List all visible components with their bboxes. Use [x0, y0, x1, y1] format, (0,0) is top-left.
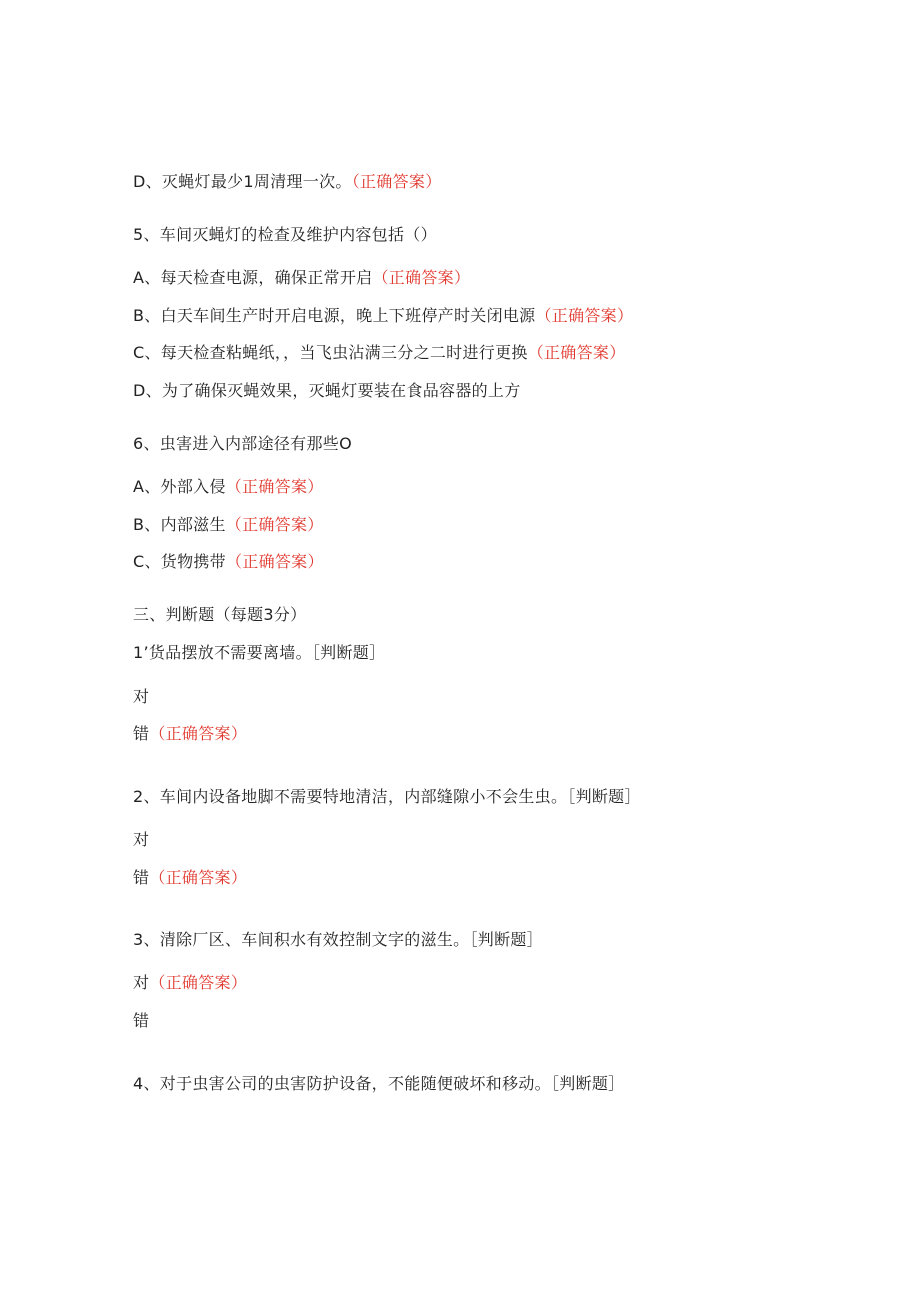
q5-option-d — [133, 380, 521, 402]
tf3-option-true — [133, 972, 247, 994]
tf4-question — [133, 1073, 624, 1095]
line-text: D、灭蝇灯最少1周清理一次。 — [133, 172, 352, 191]
q5-option-b — [133, 305, 633, 327]
line-text: C、货物携带 — [133, 552, 226, 571]
tf1-question — [133, 642, 385, 664]
line-text: 4、对于虫害公司的虫害防护设备，不能随便破坏和移动。［判断题］ — [133, 1074, 625, 1093]
correct-answer-mark: （正确答案） — [149, 973, 248, 992]
q6-option-c — [133, 551, 324, 573]
tf3-question — [133, 929, 543, 951]
q5-option-a — [133, 267, 470, 289]
line-text: 对 — [133, 687, 150, 706]
correct-answer-mark: （正确答案） — [225, 515, 324, 534]
line-text: A、外部入侵 — [133, 477, 226, 496]
section-heading — [133, 604, 306, 626]
q5-question — [133, 224, 437, 246]
line-text: 对 — [133, 973, 150, 992]
line-text: 错 — [133, 724, 150, 743]
line-text: D、为了确保灭蝇效果，灭蝇灯要装在食品容器的上方 — [133, 381, 521, 400]
correct-answer-mark: （正确答案） — [149, 724, 248, 743]
tf3-option-false — [133, 1010, 149, 1032]
line-text: 6、虫害进入内部途径有那些O — [133, 434, 352, 453]
line-text: A、每天检查电源，确保正常开启 — [133, 268, 373, 287]
tf2-question — [133, 786, 641, 808]
line-text: 错 — [133, 868, 150, 887]
line-text: 三、判断题（每题3分） — [133, 605, 307, 624]
line-text: 5、车间灭蝇灯的检查及维护内容包括（） — [133, 225, 437, 244]
q6-option-b — [133, 514, 324, 536]
tf2-option-true — [133, 829, 149, 851]
tf2-option-false — [133, 867, 247, 889]
q6-question — [133, 433, 352, 455]
q5-option-c — [133, 342, 626, 364]
tf1-option-false — [133, 723, 247, 745]
line-text: 1’货品摆放不需要离墙。［判断题］ — [133, 643, 386, 662]
correct-answer-mark: （正确答案） — [149, 868, 248, 887]
q6-option-a — [133, 476, 324, 498]
line-text: B、白天车间生产时开启电源，晚上下班停产时关闭电源 — [133, 306, 536, 325]
q4-option-d — [133, 171, 442, 193]
correct-answer-mark: （正确答案） — [351, 172, 442, 191]
correct-answer-mark: （正确答案） — [225, 552, 324, 571]
correct-answer-mark: （正确答案） — [372, 268, 471, 287]
correct-answer-mark: （正确答案） — [535, 306, 634, 325]
line-text: B、内部滋生 — [133, 515, 226, 534]
correct-answer-mark: （正确答案） — [527, 343, 626, 362]
line-text: C、每天检查粘蝇纸，，当飞虫沾满三分之二时进行更换 — [133, 343, 528, 362]
correct-answer-mark: （正确答案） — [225, 477, 324, 496]
tf1-option-true — [133, 686, 149, 708]
line-text: 2、车间内设备地脚不需要特地清洁，内部缝隙小不会生虫。［判断题］ — [133, 787, 641, 806]
line-text: 3、清除厂区、车间积水有效控制文字的滋生。［判断题］ — [133, 930, 543, 949]
line-text: 错 — [133, 1011, 150, 1030]
line-text: 对 — [133, 830, 150, 849]
